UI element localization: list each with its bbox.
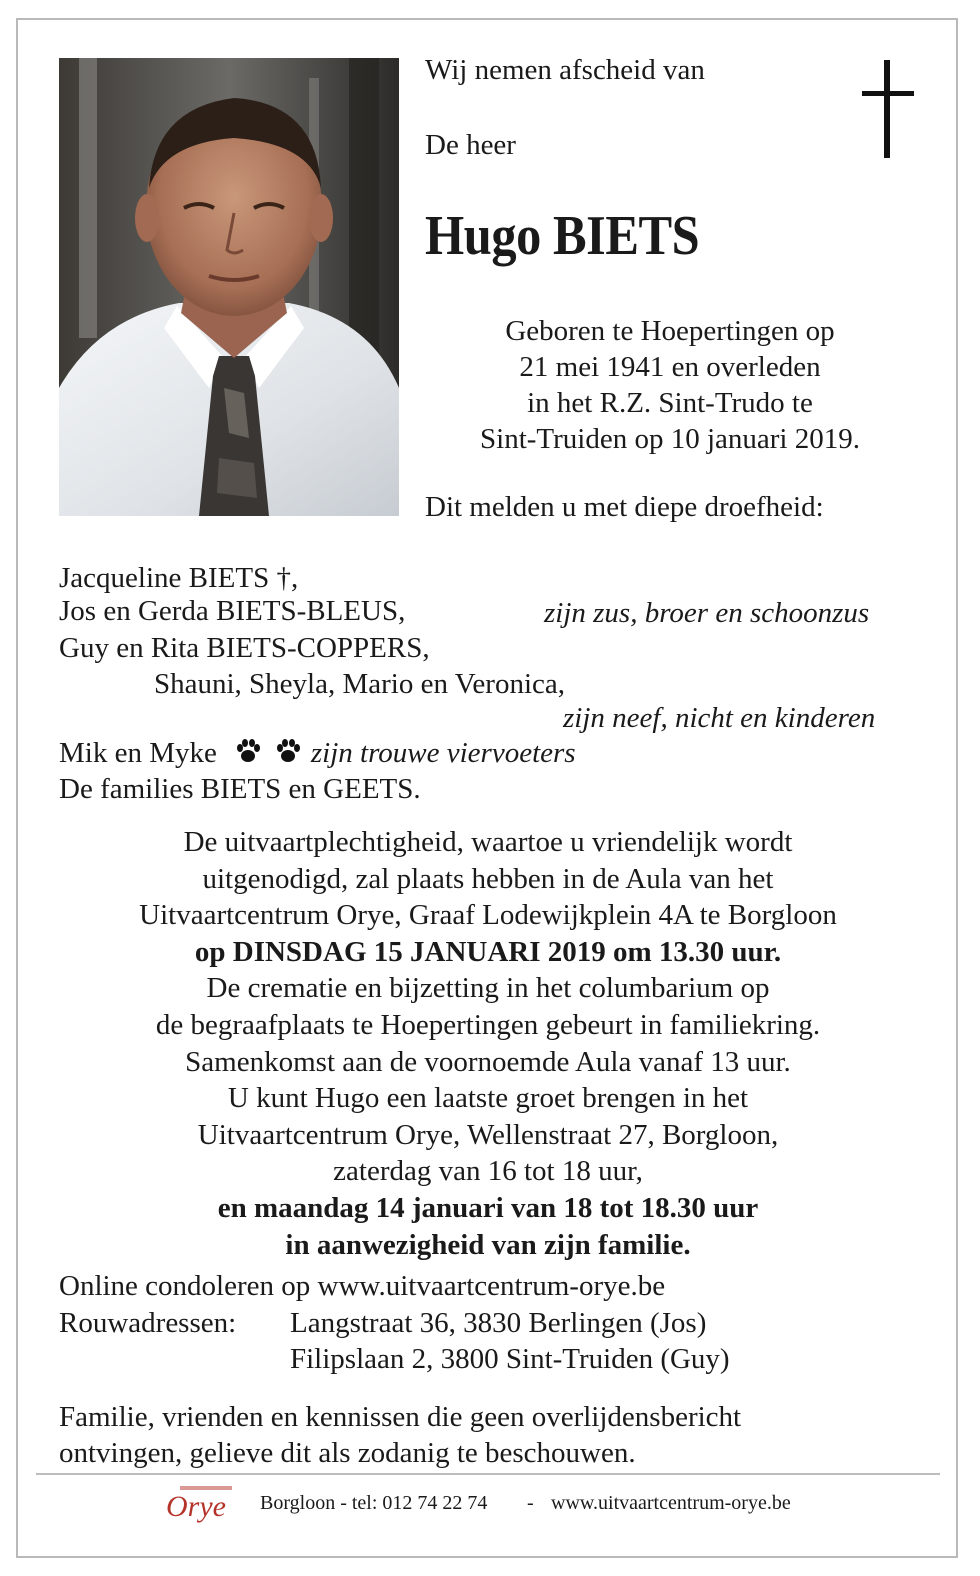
ceremony-block [36,824,940,1263]
footer-separator: - [527,1492,534,1514]
birth-death-line: Sint-Truiden op 10 januari 2019. [480,423,860,455]
pets-line [59,735,576,773]
family-note: zijn trouwe viervoeters [310,737,576,769]
birth-death-block [400,313,940,457]
online-condolence: Online condoleren op www.uitvaartcentrum-orye.be [59,1270,666,1302]
family-note: zijn neef, nicht en kinderen [563,702,876,734]
addresses-label: Rouwadressen: [59,1307,237,1339]
family-line: Shauni, Sheyla, Mario en Veronica, [154,668,566,700]
family-line: De families BIETS en GEETS. [59,773,421,805]
ceremony-line: Uitvaartcentrum Orye, Wellenstraat 27, Borgloon, [197,1118,779,1151]
ceremony-line: uitgenodigd, zal plaats hebben in de Aula van het [202,862,774,895]
birth-death-line: in het R.Z. Sint-Trudo te [527,387,813,419]
paw-icon [235,737,305,773]
address-line: Langstraat 36, 3830 Berlingen (Jos) [290,1307,707,1339]
ceremony-line: Samenkomst aan de voornoemde Aula vanaf 13 uur. [185,1045,791,1078]
title-prefix: De heer [425,129,516,161]
family-line: Jos en Gerda BIETS-BLEUS, [59,595,406,627]
closing-line: Familie, vrienden en kennissen die geen overlijdensbericht [59,1401,742,1433]
portrait-photo [59,58,399,516]
intro-text: Wij nemen afscheid van [425,54,705,86]
family-line: Jacqueline BIETS †, [59,562,299,594]
family-line: Guy en Rita BIETS-COPPERS, [59,632,430,664]
ceremony-line: Uitvaartcentrum Orye, Graaf Lodewijkplein 4A te Borgloon [139,899,837,932]
ceremony-date: op DINSDAG 15 JANUARI 2019 om 13.30 uur. [194,935,782,968]
birth-death-line: Geboren te Hoepertingen op [505,315,835,347]
footer-divider [36,1473,940,1475]
ceremony-line: U kunt Hugo een laatste groet brengen in het [227,1082,749,1115]
ceremony-line: zaterdag van 16 tot 18 uur, [333,1155,643,1188]
ceremony-line: de begraafplaats te Hoepertingen gebeurt in familiekring. [155,1008,821,1041]
footer-website[interactable]: www.uitvaartcentrum-orye.be [551,1492,791,1514]
ceremony-line: De uitvaartplechtigheid, waartoe u vriendelijk wordt [183,826,793,858]
family-note: zijn zus, broer en schoonzus [544,597,870,629]
ceremony-line: De crematie en bijzetting in het columbarium op [206,972,770,1005]
viewing-time: en maandag 14 januari van 18 tot 18.30 uur [217,1191,759,1224]
viewing-note: in aanwezigheid van zijn familie. [285,1228,691,1261]
orye-logo [164,1480,236,1524]
family-line: Mik en Myke [59,737,217,769]
birth-death-line: 21 mei 1941 en overleden [519,351,821,383]
svg-text:Orye: Orye [166,1490,226,1523]
footer-contact: Borgloon - tel: 012 74 22 74 [260,1492,488,1514]
cross-icon [858,58,918,160]
closing-line: ontvingen, gelieve dit als zodanig te beschouwen. [59,1437,636,1469]
announcement-text: Dit melden u met diepe droefheid: [425,491,824,523]
deceased-name: Hugo BIETS [425,205,700,267]
address-line: Filipslaan 2, 3800 Sint-Truiden (Guy) [290,1343,730,1375]
